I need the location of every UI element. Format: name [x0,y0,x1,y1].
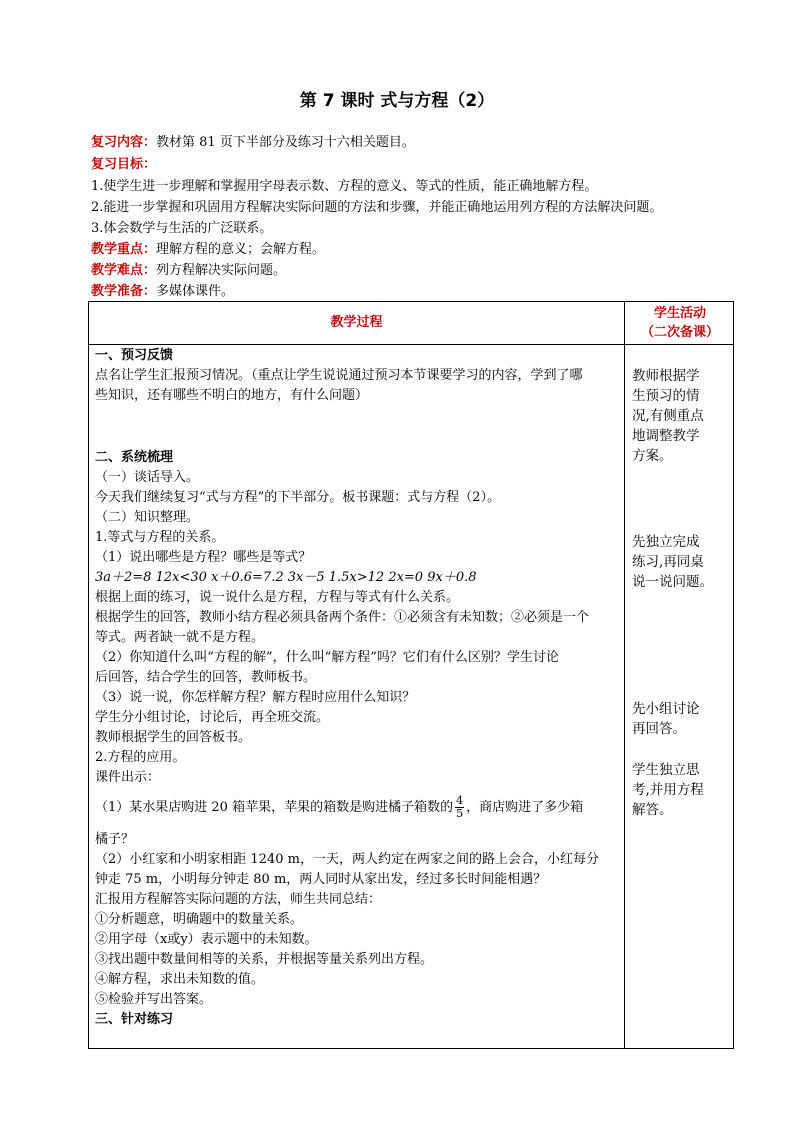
page-title: 第 7 课时 式与方程（2） [299,91,495,111]
text-line: 些知识，还有哪些不明白的地方，有什么问题） [95,388,369,403]
text-line: 根据上面的练习，说一说什么是方程，方程与等式有什么关系。 [95,590,460,605]
activity-line: 考,并用方程 [632,782,704,798]
lesson-table [88,301,734,1049]
text-line: 等式。两者缺一就不是方程。 [95,630,265,645]
activity-note-1 [632,366,724,466]
activity-line: 学生独立思 [632,762,700,778]
activity-header-line1: 学生活动 [653,306,706,321]
activity-line: 况,有侧重点 [632,408,704,424]
text-line: 点名让学生汇报预习情况。（重点让学生说说通过预习本节课要学习的内容，学到了哪 [95,368,583,383]
difficulty-label: 教学难点： [91,263,157,278]
difficulty-row [91,261,731,281]
activity-note-3 [632,699,724,739]
preparation-row [91,282,731,302]
text-line: 1.等式与方程的关系。 [95,530,225,545]
text-line: 后回答，结合学生的回答，教师板书。 [95,670,317,685]
activity-note-4 [632,760,724,820]
text-line: 橘子？ [95,832,135,847]
section-heading: 一、预习反馈 [95,348,174,363]
activity-line: 再回答。 [632,721,686,737]
fraction [455,795,464,820]
text-line: 教师根据学生的回答板书。 [95,730,252,745]
activity-line: 练习,再同桌 [632,554,704,570]
activity-header-line2: （二次备课） [640,325,719,340]
activity-line: 先小组讨论 [632,701,700,717]
goal-item: 2.能进一步掌握和巩固用方程解决实际问题的方法和步骤，并能正确地运用列方程的方法解决问题。 [91,200,663,215]
process-content [95,346,620,1030]
activity-line: 说一说问题。 [632,574,713,590]
column-header-activity [625,304,735,342]
step-item: ④解方程，求出未知数的值。 [95,972,265,987]
column-divider [624,302,625,1048]
activity-line: 地调整教学 [632,428,700,444]
key-point-row [91,240,731,260]
review-content-text: 教材第 81 页下半部分及练习十六相关题目。 [156,135,415,150]
header-divider [89,344,733,345]
problem-1-text-end: ，商店购进了多少箱 [466,800,584,815]
review-content-row [91,133,731,153]
key-point-label: 教学重点： [91,242,157,257]
activity-line: 解答。 [632,802,673,818]
text-line: 根据学生的回答，教师小结方程必须具备两个条件：①必须含有未知数；②必须是一个 [95,610,590,625]
activity-line: 先独立完成 [632,534,700,550]
section-heading: 三、针对练习 [95,1012,174,1027]
review-goals-label: 复习目标： [91,157,157,172]
review-content-label: 复习内容： [91,135,157,150]
problem-1-text: （1）某水果店购进 20 箱苹果，苹果的箱数是购进橘子箱数的 [95,800,454,815]
difficulty-text: 列方程解决实际问题。 [156,263,287,278]
text-line: 2.方程的应用。 [95,750,186,765]
preparation-label: 教学准备： [91,284,157,299]
activity-line: 教师根据学 [632,368,700,384]
text-line: （1）说出哪些是方程？哪些是等式？ [95,550,312,565]
key-point-text: 理解方程的意义；会解方程。 [156,242,326,257]
goal-item: 3.体会数学与生活的广泛联系。 [91,221,273,236]
activity-line: 生预习的情 [632,388,700,404]
step-item: ②用字母（x或y）表示题中的未知数。 [95,932,318,947]
review-goals-row [91,155,731,175]
step-item: ⑤检验并写出答案。 [95,992,213,1007]
fraction-numerator: 4 [456,794,464,807]
text-line: （一）谈话导入。 [95,470,200,485]
problem-1-line [95,788,620,828]
text-line: （2）你知道什么叫“方程的解”，什么叫“解方程”吗？它们有什么区别？学生讨论 [95,650,559,665]
equation-list: 3a＋2=8 12x<30 x＋0.6=7.2 3x－5 1.5x>12 2x=0 9x＋0.8 [95,570,477,585]
step-item: ③找出题中数量间相等的关系，并根据等量关系列出方程。 [95,952,434,967]
section-heading: 二、系统梳理 [95,450,174,465]
step-item: ①分析题意，明确题中的数量关系。 [95,912,304,927]
spacer [95,406,620,448]
activity-note-2 [632,532,724,592]
goal-item: 1.使学生进一步理解和掌握用字母表示数、方程的意义、等式的性质，能正确地解方程。 [91,179,598,194]
text-line: 学生分小组讨论，讨论后，再全班交流。 [95,710,330,725]
text-line: （3）说一说，你怎样解方程？解方程时应用什么知识？ [95,690,416,705]
text-line: 汇报用方程解答实际问题的方法，师生共同总结： [95,892,382,907]
column-header-process: 教学过程 [330,315,383,330]
text-line: （二）知识整理。 [95,510,200,525]
preparation-text: 多媒体课件。 [156,284,235,299]
text-line: 今天我们继续复习“式与方程”的下半部分。板书课题：式与方程（2）。 [95,490,501,505]
fraction-denominator: 5 [456,807,464,820]
text-line: （2）小红家和小明家相距 1240 m，一天，两人约定在两家之间的路上会合，小红每分 [95,852,599,867]
text-line: 课件出示： [95,770,161,785]
activity-line: 方案。 [632,448,673,464]
text-line: 钟走 75 m，小明每分钟走 80 m，两人同时从家出发，经过多长时间能相遇？ [95,872,547,887]
